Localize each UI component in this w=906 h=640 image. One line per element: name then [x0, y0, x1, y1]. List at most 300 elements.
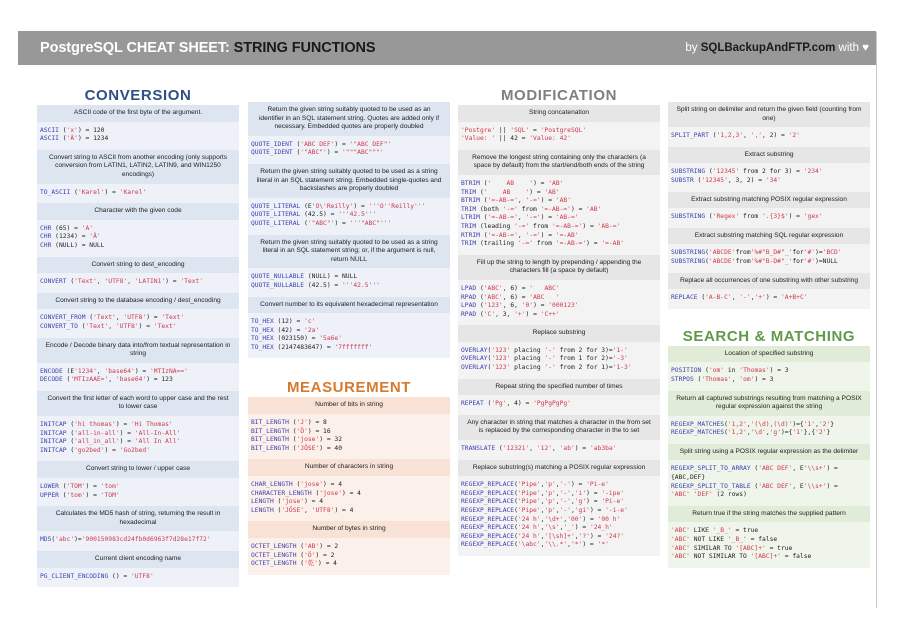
code-text: (: [693, 375, 702, 383]
function-name: TRIM: [461, 240, 477, 248]
string-literal: '24 h': [517, 532, 541, 540]
code-line: [461, 294, 657, 303]
function-name: CONVERT_TO: [40, 322, 78, 330]
code-line: [671, 132, 867, 141]
function-description: Replace substring(s) matching a POSIX regular expression: [458, 460, 660, 477]
code-example: [668, 522, 870, 567]
code-text: (: [750, 465, 759, 473]
code-line: [671, 367, 867, 376]
function-name: TO_HEX: [251, 318, 274, 326]
code-text: ,: [552, 445, 560, 453]
code-text: NOT LIKE: [689, 536, 728, 544]
code-text: ) = 120: [77, 126, 105, 134]
string-literal: '"ABC"': [307, 219, 335, 227]
code-text: (42.5) =: [304, 281, 342, 289]
string-literal: 'p': [544, 489, 556, 497]
code-text: ) = 2: [319, 543, 339, 550]
code-text: (: [693, 176, 702, 184]
string-literal: 'Thomas': [701, 375, 732, 383]
code-text: ) =: [586, 240, 602, 248]
code-line: [251, 220, 447, 229]
code-text: (: [296, 551, 305, 559]
string-literal: 'SQL': [510, 126, 530, 134]
string-literal: '1,2': [727, 429, 747, 437]
string-literal: '''42.5''': [342, 281, 380, 289]
code-text: for: [792, 257, 804, 265]
string-literal: '1,2,3': [716, 132, 744, 140]
code-text: ) =: [165, 278, 181, 286]
code-text: (: [66, 278, 75, 286]
function-name: REGEXP_REPLACE: [461, 524, 515, 532]
string-literal: 'ABC DEF': [758, 465, 793, 473]
function-name: LENGTH: [251, 506, 274, 514]
code-text: ,: [746, 420, 751, 428]
code-line: [40, 492, 236, 501]
code-line: [251, 141, 447, 150]
function-description: Character with the given code: [37, 203, 239, 220]
code-text: )={: [792, 420, 804, 428]
code-text: from: [533, 240, 556, 248]
code-line: [461, 524, 657, 533]
page-title: [40, 40, 375, 56]
code-text: ,: [563, 515, 568, 523]
function-description: Any character in string that matches a character in the from set is replaced by the corresponding character in the to set: [458, 415, 660, 440]
code-text: ) =: [589, 532, 606, 540]
string-literal: '-': [544, 364, 556, 372]
function-name: OCTET_LENGTH: [251, 543, 297, 550]
string-literal: 'Ö': [296, 427, 308, 435]
function-name: TRANSLATE: [461, 445, 496, 453]
string-literal: 'AB': [555, 197, 572, 205]
string-literal: 'jose': [319, 489, 343, 497]
code-line: [671, 483, 867, 492]
string-literal: 'Karel': [119, 188, 147, 196]
code-text: ) = 3: [769, 367, 789, 375]
code-text: (12) =: [273, 318, 305, 326]
code-text: ) =: [146, 314, 162, 322]
string-literal: '900150983cd24fb0d6963f7d28e17f72': [81, 536, 211, 544]
string-literal: 'g': [574, 498, 587, 506]
string-literal: 'All-In-All': [134, 429, 181, 437]
code-line: [251, 436, 447, 445]
code-text: (: [514, 498, 518, 506]
string-literal: 'TOM': [66, 483, 86, 491]
function-description: Extract substring matching SQL regular expression: [668, 228, 870, 245]
code-text: (: [705, 257, 709, 265]
function-name: BIT_LENGTH: [251, 419, 289, 427]
code-example: [37, 309, 239, 337]
code-line: [251, 327, 447, 336]
code-text: (: [495, 445, 503, 453]
code-text: ) = 4: [317, 560, 337, 568]
string-literal: 'C++': [540, 310, 560, 318]
code-text: ,: [108, 322, 116, 330]
string-literal: '00': [567, 515, 583, 523]
panel-measurement: [248, 397, 450, 578]
code-line: [671, 429, 867, 438]
code-text: (: [58, 126, 67, 134]
string-literal: 'x': [66, 126, 78, 134]
code-text: (: [514, 532, 518, 540]
code-text: ,: [750, 294, 755, 302]
string-literal: '2': [818, 420, 831, 428]
code-text: ) = 40: [319, 444, 343, 452]
code-text: ) =: [574, 445, 590, 453]
code-line: [40, 314, 236, 323]
code-line: [40, 189, 236, 198]
code-text: ) =: [134, 367, 150, 375]
code-text: (: [705, 168, 713, 176]
code-text: ) =: [525, 310, 541, 318]
function-description: Return true if the string matches the supplied pattern: [668, 506, 870, 523]
page-header: [18, 31, 876, 65]
code-line: [40, 430, 236, 439]
function-name: QUOTE_IDENT: [251, 140, 293, 148]
code-text: ) =: [582, 515, 598, 523]
string-literal: '1,2': [727, 420, 747, 428]
string-literal: 'jose': [296, 436, 320, 444]
code-line: [671, 553, 867, 562]
code-example: [668, 163, 870, 191]
code-example: [458, 175, 660, 255]
code-line: [40, 278, 236, 287]
code-text: (: [288, 427, 297, 435]
code-text: (: [479, 197, 488, 205]
code-text: ) =: [582, 222, 598, 230]
function-description: Replace substring: [458, 325, 660, 342]
string-literal: 'ab3ba': [589, 445, 617, 453]
code-line: [40, 233, 236, 242]
string-literal: '\abc': [517, 541, 541, 549]
code-text: ,: [540, 541, 545, 549]
string-literal: 'Text': [93, 314, 116, 322]
code-text: SIMILAR TO: [689, 544, 736, 552]
code-line: [461, 223, 657, 232]
code-text: , 3,: [495, 310, 515, 318]
code-text: , 6) =: [502, 293, 530, 301]
string-literal: 'gex': [803, 213, 823, 221]
string-literal: '12': [536, 445, 553, 453]
string-literal: '-=': [514, 222, 530, 230]
code-example: [458, 440, 660, 460]
code-text: {ABC,DEF}: [671, 474, 706, 482]
string-literal: '-': [559, 507, 571, 514]
code-text: ) =: [115, 421, 132, 429]
code-text: ,: [304, 506, 312, 514]
string-literal: 'g': [769, 429, 781, 437]
code-line: [40, 536, 236, 545]
string-literal: '%#"B_D#"_': [750, 249, 793, 257]
string-literal: '\d': [750, 429, 766, 437]
code-line: [40, 438, 236, 447]
function-name: UPPER: [40, 491, 59, 499]
code-text: ,: [555, 489, 560, 497]
string-literal: 'jose': [300, 481, 324, 489]
code-line: [40, 376, 236, 385]
string-literal: '?': [578, 532, 590, 540]
code-text: from 1 for 2)=: [555, 355, 613, 363]
code-text: ,: [731, 294, 740, 302]
section-title-search: SEARCH & MATCHING: [682, 327, 856, 345]
function-name: TO_ASCII: [40, 188, 71, 196]
string-literal: '=-AB-=': [555, 240, 587, 248]
code-text: (leading: [476, 222, 515, 230]
string-literal: '=-AB': [555, 231, 579, 239]
code-text: (: [701, 367, 709, 375]
string-literal: 'PostgreSQL': [540, 126, 587, 134]
function-name: TRIM: [461, 188, 477, 196]
code-line: [461, 311, 657, 320]
code-text: ) =: [540, 197, 556, 205]
string-literal: '-': [559, 481, 571, 489]
function-description: Convert string to the database encoding / dest_encoding: [37, 293, 239, 310]
code-text: ) =: [529, 188, 545, 196]
code-line: [461, 189, 657, 198]
code-text: ) =: [826, 465, 838, 473]
code-text: (: [58, 483, 67, 491]
column-substring-search: [668, 102, 870, 572]
code-example: [668, 416, 870, 444]
function-name: BTRIM: [461, 197, 480, 205]
string-literal: '2': [788, 132, 800, 140]
function-description: Fill up the string to length by prepending / appending the characters fill (a space by default): [458, 255, 660, 280]
code-text: ,: [567, 541, 571, 549]
function-name: OVERLAY: [461, 346, 488, 354]
code-line: [40, 135, 236, 144]
code-text: placing: [510, 346, 545, 354]
page-edge-divider: [876, 32, 877, 608]
code-line: [40, 483, 236, 492]
code-text: ) =: [826, 482, 838, 490]
code-text: ,: [96, 367, 105, 375]
code-text: ) =: [353, 202, 369, 210]
code-text: ,: [96, 278, 105, 286]
code-text: || 42 =: [495, 135, 530, 143]
function-name: REGEXP_SPLIT_TO_TABLE: [671, 482, 751, 490]
string-literal: 'hi thomas': [74, 421, 116, 429]
string-literal: 'MTIzNA==': [149, 367, 188, 375]
code-example: [668, 289, 870, 309]
code-text: ) = 3: [754, 375, 774, 383]
function-description: Convert string to lower / upper case: [37, 461, 239, 478]
code-example: [37, 531, 239, 551]
code-text: ) =: [533, 302, 549, 310]
code-line: [251, 211, 447, 220]
function-description: Extract substring matching POSIX regular expression: [668, 192, 870, 209]
code-line: [251, 481, 447, 490]
string-literal: '-': [559, 489, 571, 497]
code-text: (: [483, 400, 492, 408]
string-literal: '_B_': [727, 536, 747, 544]
function-description: Encode / Decode binary data into/from textual representation in string: [37, 338, 239, 363]
code-text: = false: [746, 536, 778, 544]
string-literal: 'ABC DEF': [758, 482, 793, 490]
function-name: TO_HEX: [251, 326, 274, 334]
code-example: [37, 363, 239, 391]
function-name: REPLACE: [671, 294, 698, 302]
code-text: ,: [540, 515, 545, 523]
code-text: ,: [570, 489, 575, 497]
code-text: (: [66, 438, 75, 446]
string-literal: ' AB ': [487, 179, 534, 187]
code-text: ,: [570, 507, 575, 514]
panel-modification: [458, 105, 660, 560]
string-literal: 'ABC': [671, 544, 690, 552]
code-text: ,: [517, 231, 526, 239]
code-example: [37, 568, 239, 588]
code-text: ,: [517, 214, 526, 222]
code-text: for: [792, 249, 804, 257]
string-literal: '24 h': [517, 524, 541, 532]
code-text: (: [705, 213, 713, 221]
brand-link[interactable]: SQLBackupAndFTP.com: [700, 42, 836, 54]
code-text: ) = 4: [334, 506, 354, 514]
code-text: (: [750, 482, 759, 490]
code-line: [461, 481, 657, 490]
code-text: from: [735, 249, 751, 257]
code-text: ) =: [533, 179, 549, 187]
code-text: (: [487, 346, 492, 354]
code-text: ) =: [104, 188, 120, 196]
code-text: (: [514, 515, 518, 523]
code-example: [668, 208, 870, 228]
string-literal: '123': [483, 302, 503, 310]
code-text: in: [724, 367, 740, 375]
code-text: (: [296, 560, 305, 568]
string-literal: 'go2bed': [74, 446, 105, 454]
code-text: ) =: [570, 481, 587, 489]
string-literal: 'tom': [100, 483, 120, 491]
string-literal: '=-AB': [601, 240, 625, 248]
code-text: ) =: [788, 213, 804, 221]
code-line: [671, 421, 867, 430]
code-text: ,: [540, 489, 545, 497]
code-example: [458, 395, 660, 415]
code-line: [671, 249, 867, 258]
code-text: from: [517, 205, 541, 213]
code-text: ) = 1234: [77, 135, 109, 143]
string-literal: 'tom': [66, 491, 86, 499]
string-literal: '=-AB-=': [552, 222, 583, 230]
code-text: (: [479, 214, 488, 222]
code-text: ,: [731, 375, 740, 383]
string-literal: 'UTF8': [104, 278, 128, 286]
code-line: [251, 543, 447, 552]
function-name: LENGTH: [251, 498, 274, 506]
string-literal: '-': [739, 294, 751, 302]
code-example: [248, 476, 450, 521]
code-example: [248, 136, 450, 164]
code-line: [671, 474, 867, 483]
code-text: (: [70, 188, 78, 196]
function-name: LPAD: [461, 302, 477, 310]
function-description: Current client encoding name: [37, 551, 239, 568]
string-literal: 'MTIzAAE=': [70, 376, 109, 384]
code-text: ) =: [589, 507, 606, 514]
code-line: [251, 149, 447, 158]
string-literal: 'UTF8': [123, 314, 147, 322]
function-name: QUOTE_IDENT: [251, 149, 293, 157]
string-literal: '123': [491, 355, 511, 363]
code-text: (: [708, 132, 717, 140]
code-line: [461, 214, 657, 223]
code-text: (: [292, 140, 301, 148]
code-text: (: [51, 536, 56, 544]
string-literal: 'A': [81, 224, 94, 232]
code-text: ,: [540, 507, 545, 514]
function-name: ASCII: [40, 135, 59, 143]
string-literal: '''42.5''': [338, 211, 377, 219]
string-literal: '.{3}$': [762, 213, 789, 221]
code-text: )=NULL: [815, 257, 838, 265]
code-text: ) =: [586, 489, 602, 497]
code-text: (: [311, 489, 320, 497]
code-text: }: [826, 429, 831, 437]
function-name: STRPOS: [671, 375, 694, 383]
code-text: ) =: [119, 429, 135, 437]
code-text: from: [529, 222, 553, 230]
string-literal: 'J': [296, 419, 308, 427]
function-name: CHR: [40, 241, 52, 249]
code-text: (42.5) =: [300, 211, 339, 219]
panel-substring: [668, 102, 870, 313]
code-line: [251, 560, 447, 569]
string-literal: 'UTF8': [131, 572, 154, 580]
code-line: [40, 573, 236, 582]
string-literal: 'p': [544, 481, 556, 489]
function-name: TRIM: [461, 205, 477, 213]
function-description: Return the given string suitably quoted to be used as a string literal in an SQL statement string. Embedded single-quotes and backslashes are properly doubled: [248, 164, 450, 198]
string-literal: '-=': [525, 231, 541, 239]
string-literal: 'Pi-e': [601, 498, 625, 506]
function-name: SUBSTRING: [671, 257, 706, 265]
function-name: RTRIM: [461, 231, 480, 239]
string-literal: 'i': [574, 489, 587, 497]
string-literal: 'Text': [74, 278, 97, 286]
code-line: [461, 232, 657, 241]
code-line: [671, 294, 867, 303]
code-text: LIKE: [689, 527, 713, 535]
code-line: [40, 421, 236, 430]
string-literal: '*': [597, 541, 609, 549]
code-example: [668, 460, 870, 505]
code-text: (: [476, 293, 484, 301]
function-description: Return the given string suitably quoted to be used as a string literal in an SQL statement string; or, if the argument is null, return NULL: [248, 235, 450, 269]
code-text: ) = 16: [307, 427, 331, 435]
code-text: ,: [115, 314, 124, 322]
code-text: (: [296, 543, 305, 550]
function-description: Split string on delimiter and return the given field (counting from one): [668, 102, 870, 127]
function-description: ASCII code of the first byte of the argument.: [37, 105, 239, 122]
code-text: ) = 8: [307, 419, 327, 427]
column-modification: [458, 86, 660, 560]
function-description: Convert string to dest_encoding: [37, 257, 239, 274]
code-example: [668, 127, 870, 147]
code-line: [251, 335, 447, 344]
string-literal: '_B_': [712, 527, 732, 535]
function-name: REPEAT: [461, 400, 484, 408]
string-literal: '#': [803, 249, 816, 257]
code-text: (: [476, 302, 484, 310]
string-literal: 'Pi-e': [586, 481, 609, 489]
function-name: OCTET_LENGTH: [251, 551, 297, 559]
code-text: (: [66, 429, 75, 437]
code-text: from 2 for 3) =: [739, 168, 804, 176]
string-literal: '\\s+': [803, 482, 827, 490]
code-example: [668, 362, 870, 390]
string-literal: 'ABC': [671, 491, 690, 499]
function-name: BIT_LENGTH: [251, 427, 289, 435]
